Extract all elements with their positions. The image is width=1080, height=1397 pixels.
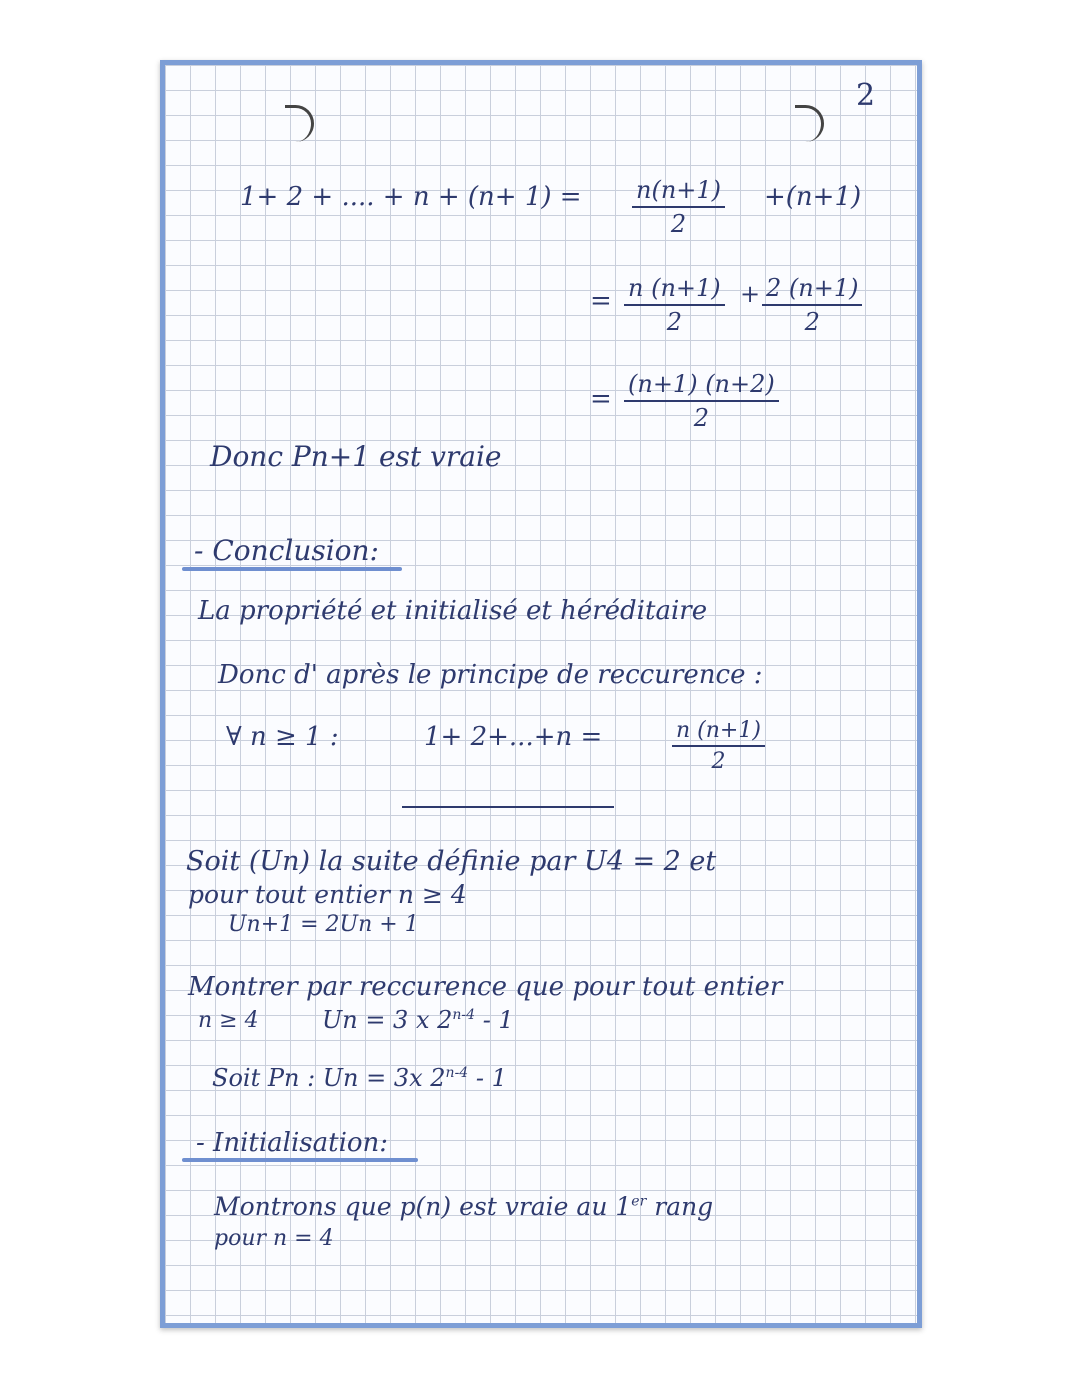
fraction-2b-numerator: 2 (n+1) <box>762 274 862 306</box>
sum-fraction <box>672 718 765 774</box>
fraction-1-numerator: n(n+1) <box>632 176 725 208</box>
soit-pn-exponent: n-4 <box>445 1065 469 1081</box>
fraction-2a <box>624 274 725 336</box>
conclusion-line-1: La propriété et initialisé et héréditaire <box>198 596 708 626</box>
equals-2: = <box>590 286 612 316</box>
binder-hole-left <box>285 105 314 142</box>
exercise-formula-tail: - 1 <box>482 1006 514 1034</box>
sum-fraction-numerator: n (n+1) <box>672 718 765 747</box>
fraction-1-denominator: 2 <box>670 210 687 238</box>
sum-lhs: 1+ 2 + .... + n + (n+ 1) = <box>240 182 582 212</box>
initialisation-heading: - Initialisation: <box>196 1128 389 1158</box>
fraction-3-denominator: 2 <box>693 404 710 432</box>
fraction-1 <box>632 176 725 238</box>
soit-pn <box>212 1064 507 1092</box>
exercise-recurrence: Un+1 = 2Un + 1 <box>228 912 419 937</box>
soit-pn-base: Soit Pn : Un = 3x 2 <box>212 1064 446 1092</box>
init-line-1-rang: rang <box>654 1192 714 1221</box>
exercise-line-1: Soit (Un) la suite définie par U4 = 2 et <box>186 846 717 877</box>
sum-fraction-denominator: 2 <box>711 749 726 774</box>
separator-line <box>402 806 614 808</box>
forall-statement: ∀ n ≥ 1 : <box>226 722 339 752</box>
page-number: 2 <box>856 78 876 113</box>
fraction-2a-denominator: 2 <box>666 308 682 336</box>
heredite-conclusion: Donc Pn+1 est vraie <box>210 440 502 473</box>
init-line-2: pour n = 4 <box>214 1226 334 1251</box>
exercise-line-4: Montrer par reccurence que pour tout entier <box>188 972 783 1002</box>
init-line-1-text: Montrons que p(n) est vraie au 1 <box>214 1192 632 1221</box>
fraction-1-tail: +(n+1) <box>764 182 862 212</box>
fraction-2b-denominator: 2 <box>804 308 820 336</box>
fraction-3 <box>624 370 779 432</box>
exercise-formula <box>322 1006 514 1034</box>
conclusion-line-2: Donc d' après le principe de reccurence : <box>218 660 763 690</box>
init-line-1-sup: er <box>631 1193 647 1210</box>
exercise-formula-base: Un = 3 x 2 <box>322 1006 453 1034</box>
plus-sign: + <box>740 280 761 308</box>
sum-formula: 1+ 2+...+n = <box>424 722 603 752</box>
exercise-formula-exponent: n-4 <box>452 1007 476 1023</box>
exercise-line-2: pour tout entier n ≥ 4 <box>188 880 467 909</box>
soit-pn-tail: - 1 <box>475 1064 507 1092</box>
init-line-1 <box>214 1192 713 1221</box>
conclusion-underline <box>182 567 402 571</box>
fraction-3-numerator: (n+1) (n+2) <box>624 370 779 402</box>
equals-3: = <box>590 384 612 414</box>
fraction-2a-numerator: n (n+1) <box>624 274 725 306</box>
exercise-line-5a: n ≥ 4 <box>198 1008 259 1033</box>
initialisation-underline <box>182 1158 418 1162</box>
conclusion-heading: - Conclusion: <box>194 534 379 567</box>
binder-hole-right <box>795 105 824 142</box>
fraction-2b <box>762 274 862 336</box>
